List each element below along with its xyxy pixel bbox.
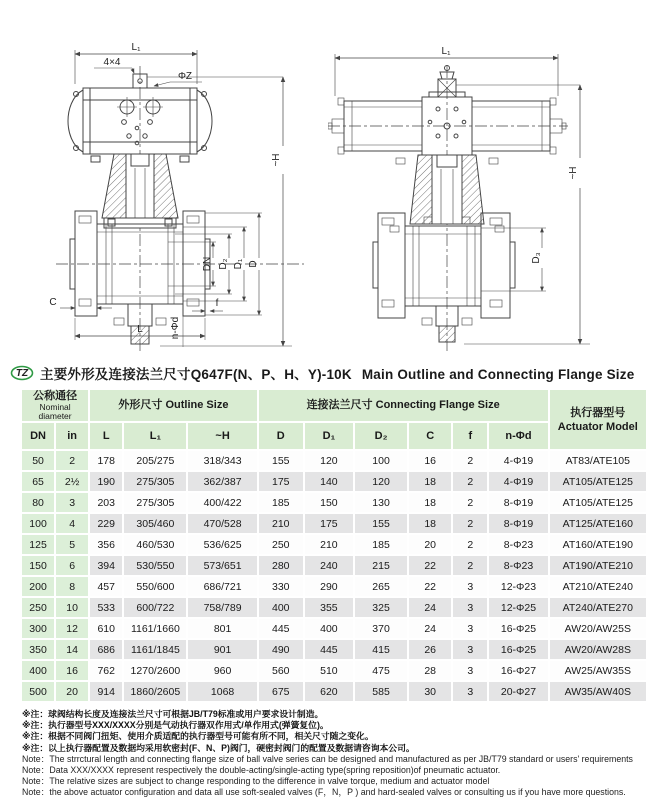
cell: 18 [409, 472, 451, 491]
cell: 475 [355, 661, 407, 680]
dim-label-l: L [137, 324, 143, 335]
cell: 22 [409, 577, 451, 596]
table-row [22, 682, 646, 701]
table-row [22, 640, 646, 659]
cell: 394 [90, 556, 122, 575]
cell: 1161/1660 [124, 619, 186, 638]
cell: 445 [259, 619, 303, 638]
page-title [40, 363, 634, 383]
table-row [22, 451, 646, 470]
cell: AT105/ATE125 [550, 493, 646, 512]
cell: 600/722 [124, 598, 186, 617]
cell: 675 [259, 682, 303, 701]
cell: 325 [355, 598, 407, 617]
cell: 8-Φ19 [489, 514, 547, 533]
cell: 2 [453, 556, 487, 575]
cell: 215 [355, 556, 407, 575]
cell: 500 [22, 682, 54, 701]
dimension-table [20, 388, 648, 703]
cell: 275/305 [124, 493, 186, 512]
table-row [22, 556, 646, 575]
cell: 2 [453, 472, 487, 491]
cell: 18 [409, 493, 451, 512]
dim-label-phiz: ΦZ [177, 71, 193, 82]
cell: 686 [90, 640, 122, 659]
valve-drawing-front [20, 6, 332, 358]
cell: 510 [305, 661, 353, 680]
cell: 801 [188, 619, 256, 638]
technical-drawings [0, 0, 650, 360]
cell: AT240/ATE270 [550, 598, 646, 617]
cell: 250 [259, 535, 303, 554]
dim-label-dn: DN [202, 256, 213, 272]
header-actuator-model: 执行器型号 Actuator Model [550, 390, 646, 449]
col-header-4: ~H [188, 423, 256, 449]
cell: 120 [355, 472, 407, 491]
cell: AW35/AW40S [550, 682, 646, 701]
table-row [22, 598, 646, 617]
cell: AT160/ATE190 [550, 535, 646, 554]
cell: 8 [56, 577, 88, 596]
cell: 22 [409, 556, 451, 575]
col-header-5: D [259, 423, 303, 449]
cell: 2 [56, 451, 88, 470]
header-outline-size: 外形尺寸 Outline Size [90, 390, 257, 421]
cell: 190 [90, 472, 122, 491]
cell: AW20/AW25S [550, 619, 646, 638]
cell: 280 [259, 556, 303, 575]
cell: 3 [453, 577, 487, 596]
col-header-8: C [409, 423, 451, 449]
cell: 8-Φ19 [489, 493, 547, 512]
cell: 185 [259, 493, 303, 512]
cell: 28 [409, 661, 451, 680]
cell: 185 [355, 535, 407, 554]
cell: 140 [305, 472, 353, 491]
note-en-1: Note：The strrctural length and connecting flange size of ball valve series can be designed and manufactured as per JB/T79 standard or users' requirements [22, 753, 633, 764]
cell: 318/343 [188, 451, 256, 470]
cell: 2 [453, 535, 487, 554]
dim-label-h: ~H [568, 166, 579, 180]
cell: 445 [305, 640, 353, 659]
cell: 610 [90, 619, 122, 638]
dim-label-d3: D₃ [531, 252, 542, 264]
cell: 20-Φ27 [489, 682, 547, 701]
cell: 12-Φ23 [489, 577, 547, 596]
cell: 2 [453, 451, 487, 470]
cell: 573/651 [188, 556, 256, 575]
cell: 4 [56, 514, 88, 533]
cell: 26 [409, 640, 451, 659]
cell: 210 [259, 514, 303, 533]
cell: 24 [409, 619, 451, 638]
dim-label-L1: L₁ [441, 46, 451, 57]
cell: AT125/ATE160 [550, 514, 646, 533]
cell: 533 [90, 598, 122, 617]
dim-label-c: C [49, 297, 57, 308]
dim-label-L1: L₁ [131, 42, 141, 53]
dim-label-4x4: 4×4 [103, 57, 121, 68]
cell: 290 [305, 577, 353, 596]
cell: 400 [305, 619, 353, 638]
cell: AT190/ATE210 [550, 556, 646, 575]
cell: AW20/AW28S [550, 640, 646, 659]
cell: 229 [90, 514, 122, 533]
cell: 400 [22, 661, 54, 680]
cell: 150 [305, 493, 353, 512]
cell: 960 [188, 661, 256, 680]
cell: 470/528 [188, 514, 256, 533]
cell: 12 [56, 619, 88, 638]
col-header-9: f [453, 423, 487, 449]
cell: 2 [453, 493, 487, 512]
cell: 8-Φ23 [489, 556, 547, 575]
cell: 125 [22, 535, 54, 554]
cell: 250 [22, 598, 54, 617]
cell: 30 [409, 682, 451, 701]
cell: 2½ [56, 472, 88, 491]
cell: 18 [409, 514, 451, 533]
dim-label-d: D [248, 260, 259, 268]
cell: 16 [56, 661, 88, 680]
cell: 4-Φ19 [489, 472, 547, 491]
cell: AT83/ATE105 [550, 451, 646, 470]
valve-drawing-side [328, 6, 620, 356]
cell: 5 [56, 535, 88, 554]
cell: 178 [90, 451, 122, 470]
cell: 20 [56, 682, 88, 701]
cell: 3 [453, 619, 487, 638]
cell: 24 [409, 598, 451, 617]
cell: 457 [90, 577, 122, 596]
cell: 560 [259, 661, 303, 680]
cell: 3 [453, 682, 487, 701]
dim-label-nphid: n-Φd [170, 316, 181, 340]
cell: AW25/AW35S [550, 661, 646, 680]
table-row [22, 661, 646, 680]
note-en-4: Note：the above actuator configuration and data all use soft-sealed valves (F，N，P ) and hard-sealed valves or consulting us if you have more questions. [22, 787, 626, 798]
cell: 1860/2605 [124, 682, 186, 701]
table-row [22, 514, 646, 533]
cell: 460/530 [124, 535, 186, 554]
note-zh-3: ※注：根据不同阀门扭矩、使用介质适配的执行器型号可能有所不同，相关尺寸随之变化。 [22, 731, 374, 742]
cell: 362/387 [188, 472, 256, 491]
table-row [22, 535, 646, 554]
cell: 530/550 [124, 556, 186, 575]
cell: 620 [305, 682, 353, 701]
table-row [22, 619, 646, 638]
cell: 6 [56, 556, 88, 575]
table-row [22, 472, 646, 491]
cell: 210 [305, 535, 353, 554]
cell: 265 [355, 577, 407, 596]
brand-logo-text: TZ [15, 368, 29, 379]
header-connecting-flange-size: 连接法兰尺寸 Connecting Flange Size [259, 390, 548, 421]
col-header-6: D₁ [305, 423, 353, 449]
cell: 550/600 [124, 577, 186, 596]
cell: 305/460 [124, 514, 186, 533]
cell: 16-Φ25 [489, 640, 547, 659]
note-en-3: Note：The relative sizes are subject to change responding to the difference in valve torque, medium and actuator model [22, 776, 490, 787]
col-header-7: D₂ [355, 423, 407, 449]
page-title-zh: 主要外形及连接法兰尺寸Q647F(N、P、H、Y)-10K [40, 367, 352, 382]
cell: 762 [90, 661, 122, 680]
cell: 901 [188, 640, 256, 659]
note-zh-1: ※注：球阀结构长度及连接法兰尺寸可根据JB/T79标准或用户要求设计制造。 [22, 709, 324, 719]
cell: 16 [409, 451, 451, 470]
cell: 240 [305, 556, 353, 575]
table-row [22, 493, 646, 512]
cell: 1270/2600 [124, 661, 186, 680]
note-en-2: Note：Data XXX/XXXX represent respectively the double-acting/single-acting type(spring reposition)of pneumatic actuator. [22, 765, 501, 776]
cell: 350 [22, 640, 54, 659]
page-title-en: Main Outline and Connecting Flange Size [361, 367, 635, 382]
cell: 120 [305, 451, 353, 470]
col-header-2: L [90, 423, 122, 449]
dim-label-f: f [215, 298, 219, 309]
brand-logo-icon [10, 365, 34, 381]
cell: 400/422 [188, 493, 256, 512]
cell: 330 [259, 577, 303, 596]
cell: 758/789 [188, 598, 256, 617]
cell: 536/625 [188, 535, 256, 554]
cell: 3 [453, 640, 487, 659]
notes [22, 709, 650, 799]
note-zh-4: ※注：以上执行器配置及数据均采用软密封(F、N、P)阀门，硬密封阀门的配置及数据请咨询本公司。 [22, 742, 415, 753]
cell: 16-Φ27 [489, 661, 547, 680]
cell: 3 [453, 661, 487, 680]
cell: 1161/1845 [124, 640, 186, 659]
cell: 155 [259, 451, 303, 470]
cell: 14 [56, 640, 88, 659]
cell: 914 [90, 682, 122, 701]
cell: 130 [355, 493, 407, 512]
cell: 150 [22, 556, 54, 575]
cell: 175 [259, 472, 303, 491]
dim-label-d2: D₂ [218, 258, 229, 270]
cell: 490 [259, 640, 303, 659]
col-header-3: L₁ [124, 423, 186, 449]
cell: 355 [305, 598, 353, 617]
cell: 16-Φ25 [489, 619, 547, 638]
dim-label-d1: D₁ [233, 258, 244, 270]
col-header-1: in [56, 423, 88, 449]
cell: 3 [453, 598, 487, 617]
cell: 100 [22, 514, 54, 533]
cell: 50 [22, 451, 54, 470]
table-row [22, 577, 646, 596]
cell: 2 [453, 514, 487, 533]
cell: 1068 [188, 682, 256, 701]
cell: 65 [22, 472, 54, 491]
cell: 275/305 [124, 472, 186, 491]
cell: 400 [259, 598, 303, 617]
cell: 415 [355, 640, 407, 659]
table-body [22, 451, 646, 701]
cell: 175 [305, 514, 353, 533]
cell: 10 [56, 598, 88, 617]
col-header-0: DN [22, 423, 54, 449]
cell: 12-Φ25 [489, 598, 547, 617]
cell: 3 [56, 493, 88, 512]
cell: 200 [22, 577, 54, 596]
cell: 205/275 [124, 451, 186, 470]
cell: 585 [355, 682, 407, 701]
cell: AT105/ATE125 [550, 472, 646, 491]
section-title-bar [0, 360, 650, 388]
col-header-10: n-Φd [489, 423, 547, 449]
cell: 80 [22, 493, 54, 512]
cell: 4-Φ19 [489, 451, 547, 470]
cell: 686/721 [188, 577, 256, 596]
note-zh-2: ※注：执行器型号XXX/XXXX分别是气动执行器双作用式/单作用式(弹簧复位)。 [22, 720, 329, 731]
cell: 155 [355, 514, 407, 533]
cell: 8-Φ23 [489, 535, 547, 554]
dim-label-h: ~H [271, 153, 282, 167]
cell: AT210/ATE240 [550, 577, 646, 596]
header-nominal-diameter: 公称通径 Nominal diameter [22, 390, 88, 421]
cell: 356 [90, 535, 122, 554]
cell: 300 [22, 619, 54, 638]
cell: 20 [409, 535, 451, 554]
cell: 100 [355, 451, 407, 470]
cell: 203 [90, 493, 122, 512]
cell: 370 [355, 619, 407, 638]
